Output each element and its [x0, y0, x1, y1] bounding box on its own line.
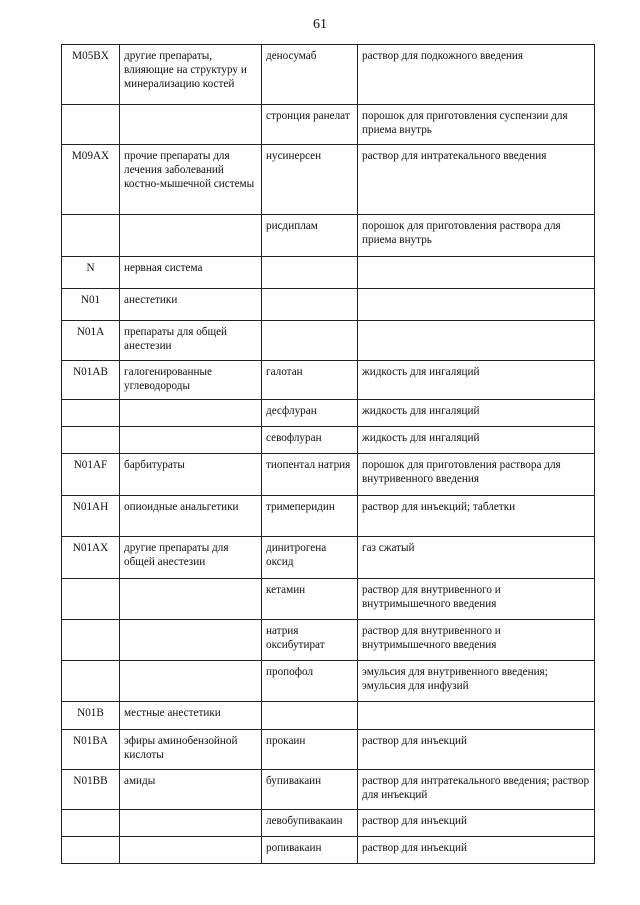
dosage-form-cell: раствор для инъекций	[358, 837, 595, 864]
group-name-cell: препараты для общей анестезии	[120, 321, 262, 361]
table-row	[62, 427, 595, 454]
drug-name-cell: натрия оксибутират	[262, 620, 358, 661]
atc-code-cell	[62, 215, 120, 257]
dosage-form-cell: газ сжатый	[358, 537, 595, 579]
drug-name-cell: тиопентал натрия	[262, 454, 358, 496]
group-name-cell: прочие препараты для лечения заболеваний костно-мышечной системы	[120, 145, 262, 215]
dosage-form-cell: жидкость для ингаляций	[358, 361, 595, 400]
group-name-cell: другие препараты для общей анестезии	[120, 537, 262, 579]
dosage-form-cell: раствор для инъекций	[358, 730, 595, 770]
table-row	[62, 810, 595, 837]
page-number: 61	[313, 17, 327, 32]
table-row	[62, 215, 595, 257]
dosage-form-cell	[358, 702, 595, 730]
drug-name-cell: прокаин	[262, 730, 358, 770]
atc-code-cell	[62, 837, 120, 864]
table-row	[62, 400, 595, 427]
atc-code-cell	[62, 810, 120, 837]
dosage-form-cell: порошок для приготовления раствора для внутривенного введения	[358, 454, 595, 496]
dosage-form-cell: раствор для инъекций	[358, 810, 595, 837]
table-row	[62, 454, 595, 496]
table-row	[62, 837, 595, 864]
group-name-cell	[120, 810, 262, 837]
group-name-cell: нервная система	[120, 257, 262, 289]
group-name-cell	[120, 661, 262, 702]
group-name-cell	[120, 620, 262, 661]
drug-name-cell: десфлуран	[262, 400, 358, 427]
atc-code-cell	[62, 661, 120, 702]
table-row	[62, 770, 595, 810]
atc-code-cell: M09AX	[62, 145, 120, 215]
table-row	[62, 702, 595, 730]
drug-name-cell	[262, 702, 358, 730]
atc-code-cell: N01	[62, 289, 120, 321]
drug-name-cell: деносумаб	[262, 45, 358, 105]
group-name-cell: галогенированные углеводороды	[120, 361, 262, 400]
dosage-form-cell: раствор для подкожного введения	[358, 45, 595, 105]
table-row	[62, 145, 595, 215]
dosage-form-cell: раствор для интратекального введения; раствор для инъекций	[358, 770, 595, 810]
atc-code-cell: N01BB	[62, 770, 120, 810]
atc-code-cell: N01AH	[62, 496, 120, 537]
drug-name-cell: ропивакаин	[262, 837, 358, 864]
table-row	[62, 537, 595, 579]
atc-code-cell: M05BX	[62, 45, 120, 105]
atc-code-cell: N01B	[62, 702, 120, 730]
drug-name-cell	[262, 321, 358, 361]
table-row	[62, 321, 595, 361]
drug-name-cell: севофлуран	[262, 427, 358, 454]
group-name-cell: другие препараты, влияющие на структуру и минерализацию костей	[120, 45, 262, 105]
atc-code-cell: N01BA	[62, 730, 120, 770]
atc-code-cell: N01AX	[62, 537, 120, 579]
dosage-form-cell: порошок для приготовления раствора для приема внутрь	[358, 215, 595, 257]
drug-classification-table	[61, 44, 595, 864]
table-row	[62, 361, 595, 400]
group-name-cell: местные анестетики	[120, 702, 262, 730]
atc-code-cell	[62, 579, 120, 620]
group-name-cell	[120, 215, 262, 257]
drug-name-cell: пропофол	[262, 661, 358, 702]
drug-name-cell: нусинерсен	[262, 145, 358, 215]
table-row	[62, 105, 595, 145]
dosage-form-cell	[358, 257, 595, 289]
group-name-cell	[120, 579, 262, 620]
drug-name-cell: тримеперидин	[262, 496, 358, 537]
drug-name-cell: рисдиплам	[262, 215, 358, 257]
dosage-form-cell: порошок для приготовления суспензии для приема внутрь	[358, 105, 595, 145]
drug-name-cell: галотан	[262, 361, 358, 400]
atc-code-cell	[62, 400, 120, 427]
drug-name-cell	[262, 257, 358, 289]
drug-name-cell: кетамин	[262, 579, 358, 620]
drug-name-cell: левобупивакаин	[262, 810, 358, 837]
table-row	[62, 289, 595, 321]
group-name-cell	[120, 105, 262, 145]
group-name-cell	[120, 837, 262, 864]
group-name-cell	[120, 427, 262, 454]
dosage-form-cell: раствор для интратекального введения	[358, 145, 595, 215]
dosage-form-cell: раствор для внутривенного и внутримышечного введения	[358, 620, 595, 661]
table-row	[62, 257, 595, 289]
table-body	[62, 45, 595, 864]
drug-name-cell: стронция ранелат	[262, 105, 358, 145]
dosage-form-cell	[358, 321, 595, 361]
dosage-form-cell: раствор для инъекций; таблетки	[358, 496, 595, 537]
group-name-cell: опиоидные анальгетики	[120, 496, 262, 537]
drug-name-cell: динитрогена оксид	[262, 537, 358, 579]
group-name-cell: эфиры аминобензойной кислоты	[120, 730, 262, 770]
atc-code-cell: N	[62, 257, 120, 289]
dosage-form-cell: жидкость для ингаляций	[358, 427, 595, 454]
table-row	[62, 620, 595, 661]
atc-code-cell	[62, 427, 120, 454]
atc-code-cell	[62, 620, 120, 661]
atc-code-cell: N01A	[62, 321, 120, 361]
table-row	[62, 661, 595, 702]
group-name-cell: барбитураты	[120, 454, 262, 496]
dosage-form-cell: раствор для внутривенного и внутримышечного введения	[358, 579, 595, 620]
atc-code-cell: N01AF	[62, 454, 120, 496]
dosage-form-cell: эмульсия для внутривенного введения; эмульсия для инфузий	[358, 661, 595, 702]
drug-name-cell: бупивакаин	[262, 770, 358, 810]
atc-code-cell	[62, 105, 120, 145]
group-name-cell: амиды	[120, 770, 262, 810]
table-row	[62, 730, 595, 770]
dosage-form-cell: жидкость для ингаляций	[358, 400, 595, 427]
table-row	[62, 45, 595, 105]
atc-code-cell: N01AB	[62, 361, 120, 400]
table-row	[62, 496, 595, 537]
group-name-cell: анестетики	[120, 289, 262, 321]
dosage-form-cell	[358, 289, 595, 321]
group-name-cell	[120, 400, 262, 427]
drug-name-cell	[262, 289, 358, 321]
table-row	[62, 579, 595, 620]
